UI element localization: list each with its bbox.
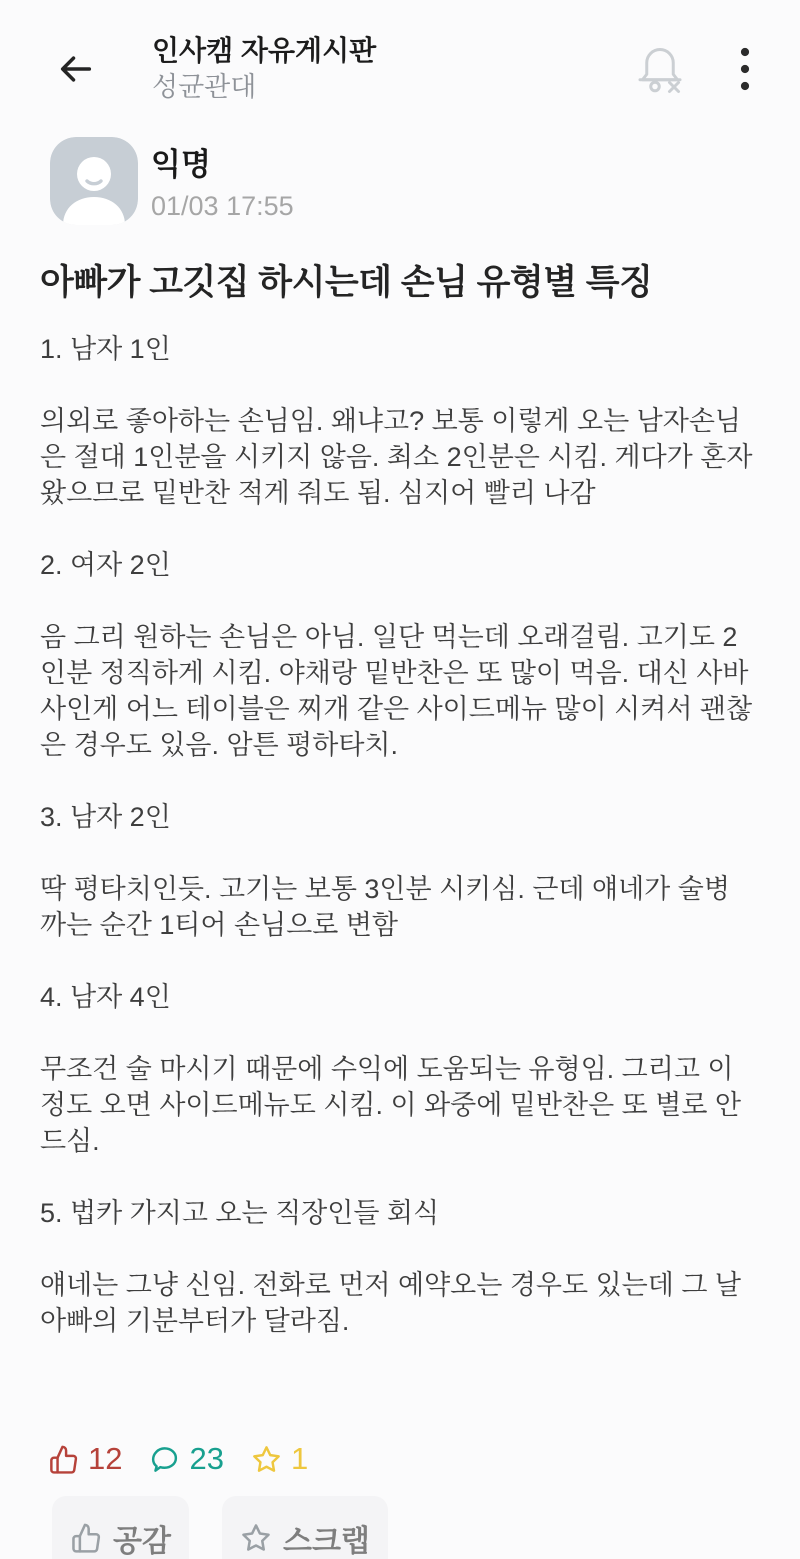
app-bar: [0, 0, 800, 103]
author-name: 익명: [151, 147, 211, 182]
post-stats: [48, 1441, 308, 1477]
post-timestamp: 01/03 17:55: [151, 191, 294, 221]
section-2-heading: 2. 여자 2인: [40, 550, 171, 580]
thumbs-up-icon: [48, 1444, 79, 1475]
more-menu-button[interactable]: [734, 44, 756, 94]
star-icon: [251, 1444, 282, 1475]
author-row: [50, 137, 760, 225]
comment-stat: [149, 1441, 223, 1477]
star-icon: [240, 1522, 272, 1554]
section-3-paragraph: 딱 평타치인듯. 고기는 보통 3인분 시키심. 근데 얘네가 술병 까는 순간 1티어 손님으로 변함: [40, 874, 730, 940]
board-subtitle: 성균관대: [152, 72, 257, 102]
comment-count: 23: [189, 1441, 224, 1476]
kebab-menu-icon: [734, 44, 756, 94]
like-button-label: 공감: [113, 1525, 171, 1558]
thumbs-up-icon: [70, 1522, 102, 1554]
post-title: 아빠가 고깃집 하시는데 손님 유형별 특징: [40, 263, 653, 302]
scrap-button-label: 스크랩: [282, 1525, 370, 1558]
section-1-paragraph: 의외로 좋아하는 손님임. 왜냐고? 보통 이렇게 오는 남자손님은 절대 1인분을 시키지 않음. 최소 2인분은 시킴. 게다가 혼자 왔으므로 밑반찬 적게 줘도 됨. 심지어 빨리 나감: [40, 406, 753, 508]
section-1-heading: 1. 남자 1인: [40, 334, 171, 364]
back-arrow-icon: [56, 49, 96, 89]
app-bar-actions: [630, 39, 756, 99]
comment-bubble-icon: [149, 1444, 180, 1475]
board-title-block: [152, 34, 376, 103]
post-body: [40, 331, 760, 1339]
section-3-heading: 3. 남자 2인: [40, 802, 171, 832]
avatar: [50, 137, 138, 225]
section-4-heading: 4. 남자 4인: [40, 982, 171, 1012]
scrap-button[interactable]: [222, 1496, 388, 1559]
section-2-paragraph: 음 그리 원하는 손님은 아님. 일단 먹는데 오래걸림. 고기도 2인분 정직하게 시킴. 야채랑 밑반찬은 또 많이 먹음. 대신 사바사인게 어느 테이블은 찌개 같은 사이드메뉴 많이 시켜서 괜찮은 경우도 있음. 암튼 평하타치.: [40, 622, 753, 760]
board-title: 인사캠 자유게시판: [152, 35, 377, 66]
like-stat: [48, 1441, 122, 1477]
section-4-paragraph: 무조건 술 마시기 때문에 수익에 도움되는 유형임. 그리고 이 정도 오면 사이드메뉴도 시킴. 이 와중에 밑반찬은 또 별로 안드심.: [40, 1054, 741, 1156]
post-actions: [52, 1496, 388, 1559]
anonymous-person-icon: [50, 137, 138, 225]
like-button[interactable]: [52, 1496, 189, 1559]
section-5-heading: 5. 법카 가지고 오는 직장인들 회식: [40, 1198, 440, 1228]
bell-off-icon: [630, 39, 690, 99]
author-meta: [151, 137, 294, 222]
scrap-count: 1: [290, 1441, 309, 1476]
scrap-stat: [251, 1441, 308, 1477]
like-count: 12: [88, 1441, 123, 1476]
section-5-paragraph: 얘네는 그냥 신임. 전화로 먼저 예약오는 경우도 있는데 그 날 아빠의 기분부터가 달라짐.: [40, 1270, 741, 1336]
back-button[interactable]: [56, 49, 96, 89]
notifications-off-button[interactable]: [630, 39, 690, 99]
